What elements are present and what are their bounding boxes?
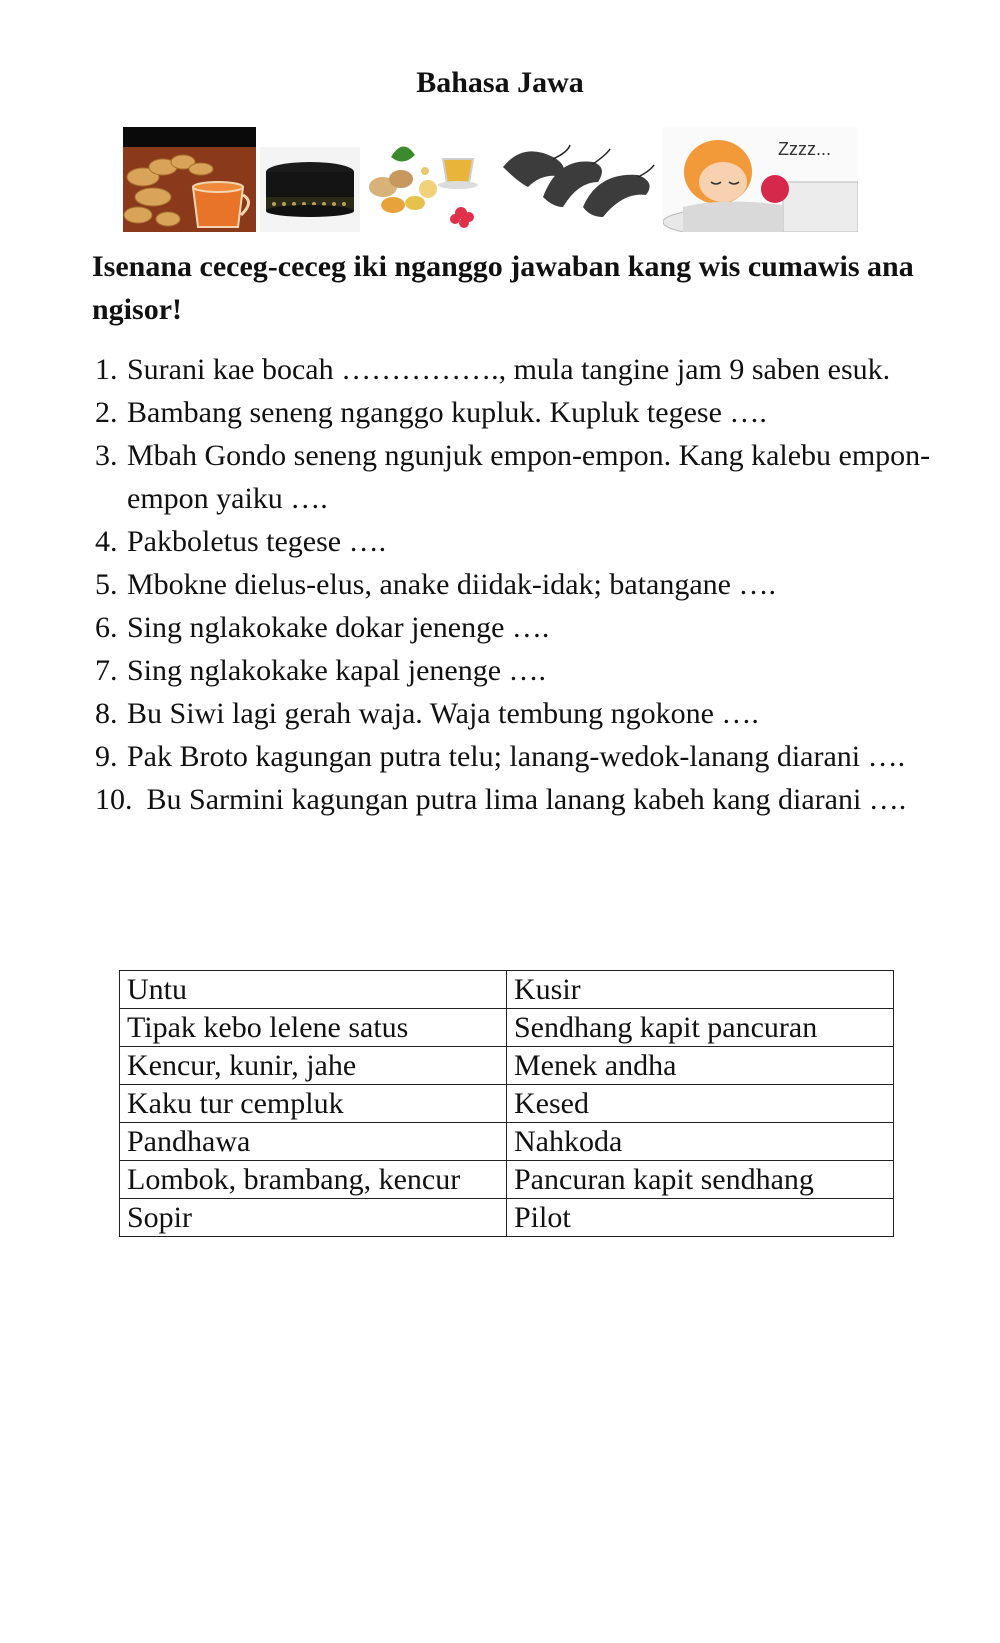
table-cell: Pandhawa <box>120 1123 507 1161</box>
table-cell: Pilot <box>507 1199 894 1237</box>
question-text: Pak Broto kagungan putra telu; lanang-wedok-lanang diarani …. <box>127 740 906 773</box>
question-text: Sing nglakokake kapal jenenge …. <box>127 654 547 687</box>
table-cell: Kencur, kunir, jahe <box>120 1047 507 1085</box>
list-item <box>95 778 945 821</box>
list-item <box>95 520 945 563</box>
table-cell: Menek andha <box>507 1047 894 1085</box>
table-row <box>120 1161 894 1199</box>
table-cell: Sopir <box>120 1199 507 1237</box>
table-cell: Sendhang kapit pancuran <box>507 1009 894 1047</box>
table-row <box>120 971 894 1009</box>
table-cell: Nahkoda <box>507 1123 894 1161</box>
question-number: 8. <box>95 697 118 730</box>
answer-table <box>119 970 894 1237</box>
question-text: Bambang seneng nganggo kupluk. Kupluk tegese …. <box>127 396 767 429</box>
question-number: 6. <box>95 611 118 644</box>
instruction-text: Isenana ceceg-ceceg iki nganggo jawaban kang wis cumawis ana ngisor! <box>92 250 914 326</box>
list-item <box>95 606 945 649</box>
question-text: Surani kae bocah ……………., mula tangine jam 9 saben esuk. <box>127 353 891 386</box>
table-row <box>120 1009 894 1047</box>
list-item <box>95 563 945 606</box>
list-item <box>95 391 945 434</box>
question-number: 9. <box>95 740 118 773</box>
ginger-juice-image <box>123 127 256 232</box>
table-cell: Pancuran kapit sendhang <box>507 1161 894 1199</box>
question-text: Pakboletus tegese …. <box>127 525 387 558</box>
question-text: Bu Sarmini kagungan putra lima lanang kabeh kang diarani …. <box>146 783 907 816</box>
black-cap-kupluk-image <box>260 127 360 232</box>
question-number: 10. <box>95 783 133 816</box>
table-cell: Kusir <box>507 971 894 1009</box>
question-text: Sing nglakokake dokar jenenge …. <box>127 611 550 644</box>
table-cell: Tipak kebo lelene satus <box>120 1009 507 1047</box>
sleeping-child-image <box>663 127 858 232</box>
list-item <box>95 692 945 735</box>
table-cell: Untu <box>120 971 507 1009</box>
question-list <box>95 348 945 821</box>
illustration-strip <box>123 127 883 232</box>
question-number: 7. <box>95 654 118 687</box>
table-row <box>120 1085 894 1123</box>
table-row <box>120 1047 894 1085</box>
question-text: Mbokne dielus-elus, anake diidak-idak; batangane …. <box>127 568 776 601</box>
page-title: Bahasa Jawa <box>416 66 584 99</box>
list-item <box>95 649 945 692</box>
table-cell: Kaku tur cempluk <box>120 1085 507 1123</box>
question-number: 1. <box>95 353 118 386</box>
list-item <box>95 348 945 391</box>
table-cell: Lombok, brambang, kencur <box>120 1161 507 1199</box>
catfish-image <box>498 127 658 232</box>
table-row <box>120 1199 894 1237</box>
question-number: 2. <box>95 396 118 429</box>
list-item <box>95 434 945 520</box>
list-item <box>95 735 945 778</box>
question-number: 5. <box>95 568 118 601</box>
herbal-spices-tea-image <box>363 127 488 232</box>
question-number: 4. <box>95 525 118 558</box>
question-text: Mbah Gondo seneng ngunjuk empon-empon. Kang kalebu empon-empon yaiku …. <box>127 439 931 515</box>
question-text: Bu Siwi lagi gerah waja. Waja tembung ngokone …. <box>127 697 759 730</box>
table-row <box>120 1123 894 1161</box>
table-cell: Kesed <box>507 1085 894 1123</box>
snore-text: Zzzz... <box>778 139 831 159</box>
question-number: 3. <box>95 439 118 472</box>
